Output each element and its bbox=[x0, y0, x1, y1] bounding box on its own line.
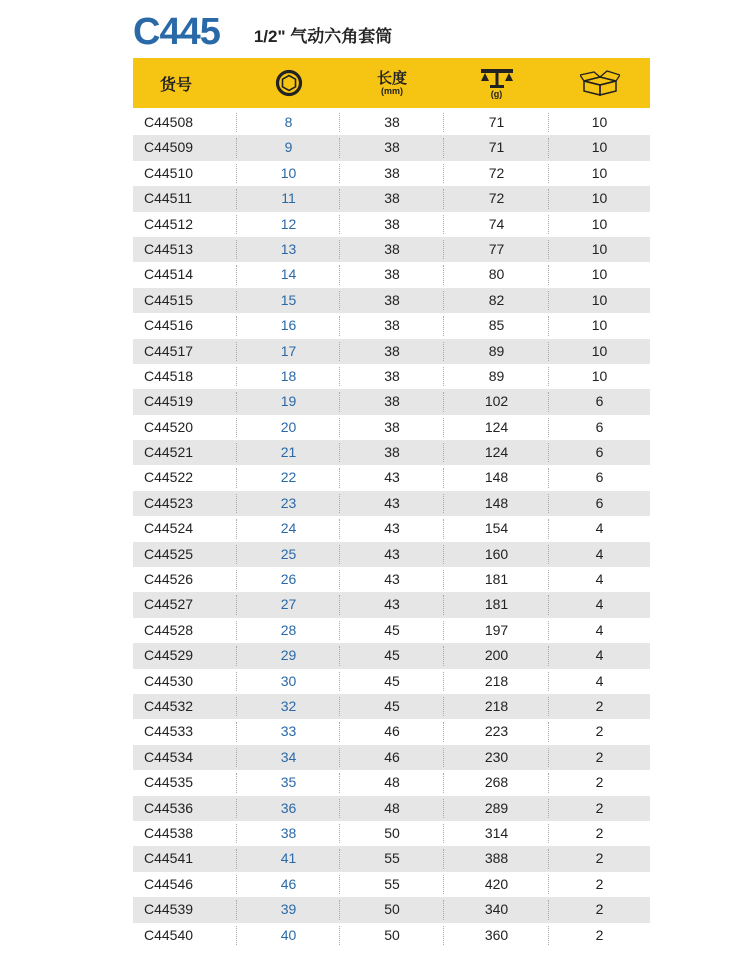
size-cell: 39 bbox=[237, 897, 340, 922]
table-row bbox=[133, 821, 650, 846]
length-cell: 38 bbox=[340, 339, 444, 364]
pack-qty-cell: 2 bbox=[595, 799, 604, 816]
length-cell: 43 bbox=[340, 542, 444, 567]
pack-qty-cell: 10 bbox=[591, 342, 608, 359]
length-cell: 45 bbox=[340, 643, 444, 668]
size-cell: 23 bbox=[237, 491, 340, 516]
size-cell: 10 bbox=[237, 161, 340, 186]
length-cell: 46 bbox=[340, 745, 444, 770]
item-number-cell: C44532 bbox=[133, 694, 237, 719]
pack-qty-cell: 4 bbox=[595, 571, 604, 588]
size-cell: 33 bbox=[237, 719, 340, 744]
header-size bbox=[237, 58, 340, 108]
table-row bbox=[133, 389, 650, 414]
weight-cell: 289 bbox=[444, 796, 549, 821]
item-number-cell: C44529 bbox=[133, 643, 237, 668]
table-row bbox=[133, 262, 650, 287]
weight-cell: 181 bbox=[444, 567, 549, 592]
length-cell: 50 bbox=[340, 897, 444, 922]
table-row bbox=[133, 719, 650, 744]
item-number-cell: C44514 bbox=[133, 262, 237, 287]
length-cell: 38 bbox=[340, 389, 444, 414]
size-cell: 32 bbox=[237, 694, 340, 719]
pack-qty-cell: 4 bbox=[595, 647, 604, 664]
weight-cell: 218 bbox=[444, 694, 549, 719]
length-cell: 43 bbox=[340, 465, 444, 490]
weight-cell: 360 bbox=[444, 923, 549, 948]
weight-cell: 268 bbox=[444, 770, 549, 795]
length-cell: 55 bbox=[340, 846, 444, 871]
item-number-cell: C44521 bbox=[133, 440, 237, 465]
weight-cell: 124 bbox=[444, 440, 549, 465]
item-number-cell: C44508 bbox=[133, 110, 237, 135]
pack-qty-cell: 10 bbox=[591, 266, 608, 283]
item-number-cell: C44520 bbox=[133, 415, 237, 440]
pack-qty-cell: 6 bbox=[595, 393, 604, 410]
table-row bbox=[133, 186, 650, 211]
weight-cell: 74 bbox=[444, 212, 549, 237]
size-cell: 29 bbox=[237, 643, 340, 668]
weight-cell: 80 bbox=[444, 262, 549, 287]
pack-qty-cell: 2 bbox=[595, 875, 604, 892]
table-header bbox=[133, 58, 650, 108]
table-row bbox=[133, 161, 650, 186]
pack-qty-cell: 10 bbox=[591, 291, 608, 308]
table-row bbox=[133, 745, 650, 770]
weight-cell: 340 bbox=[444, 897, 549, 922]
length-cell: 38 bbox=[340, 364, 444, 389]
size-cell: 8 bbox=[237, 110, 340, 135]
length-cell: 38 bbox=[340, 135, 444, 160]
table-row bbox=[133, 313, 650, 338]
box-icon bbox=[580, 69, 620, 97]
header-item-label: 货号 bbox=[159, 76, 192, 94]
length-cell: 38 bbox=[340, 212, 444, 237]
item-number-cell: C44534 bbox=[133, 745, 237, 770]
header-weight bbox=[444, 58, 549, 108]
scale-icon bbox=[479, 67, 515, 89]
size-cell: 15 bbox=[237, 288, 340, 313]
table-row bbox=[133, 567, 650, 592]
table-row bbox=[133, 592, 650, 617]
item-number-cell: C44525 bbox=[133, 542, 237, 567]
table-body bbox=[133, 110, 650, 948]
pack-qty-cell: 10 bbox=[591, 240, 608, 257]
item-number-cell: C44527 bbox=[133, 592, 237, 617]
header-length bbox=[340, 58, 444, 108]
size-cell: 46 bbox=[237, 872, 340, 897]
table-row bbox=[133, 288, 650, 313]
pack-qty-cell: 10 bbox=[591, 215, 608, 232]
item-number-cell: C44538 bbox=[133, 821, 237, 846]
pack-qty-cell: 2 bbox=[595, 774, 604, 791]
length-cell: 38 bbox=[340, 186, 444, 211]
size-cell: 13 bbox=[237, 237, 340, 262]
table-row bbox=[133, 694, 650, 719]
size-cell: 9 bbox=[237, 135, 340, 160]
item-number-cell: C44515 bbox=[133, 288, 237, 313]
weight-cell: 85 bbox=[444, 313, 549, 338]
pack-qty-cell: 4 bbox=[595, 520, 604, 537]
size-cell: 22 bbox=[237, 465, 340, 490]
item-number-cell: C44512 bbox=[133, 212, 237, 237]
pack-qty-cell: 2 bbox=[595, 850, 604, 867]
item-number-cell: C44533 bbox=[133, 719, 237, 744]
header-length-unit: (mm) bbox=[381, 85, 403, 96]
series-description: 1/2" 气动六角套筒 bbox=[253, 27, 393, 46]
weight-cell: 197 bbox=[444, 618, 549, 643]
length-cell: 38 bbox=[340, 440, 444, 465]
length-cell: 43 bbox=[340, 592, 444, 617]
weight-cell: 72 bbox=[444, 161, 549, 186]
weight-cell: 71 bbox=[444, 135, 549, 160]
size-cell: 34 bbox=[237, 745, 340, 770]
item-number-cell: C44519 bbox=[133, 389, 237, 414]
weight-cell: 148 bbox=[444, 465, 549, 490]
pack-qty-cell: 4 bbox=[595, 596, 604, 613]
size-cell: 21 bbox=[237, 440, 340, 465]
pack-qty-cell: 2 bbox=[595, 901, 604, 918]
size-cell: 24 bbox=[237, 516, 340, 541]
item-number-cell: C44530 bbox=[133, 669, 237, 694]
size-cell: 17 bbox=[237, 339, 340, 364]
length-cell: 38 bbox=[340, 237, 444, 262]
weight-cell: 102 bbox=[444, 389, 549, 414]
weight-cell: 77 bbox=[444, 237, 549, 262]
table-row bbox=[133, 135, 650, 160]
item-number-cell: C44510 bbox=[133, 161, 237, 186]
pack-qty-cell: 6 bbox=[595, 444, 604, 461]
size-cell: 19 bbox=[237, 389, 340, 414]
length-cell: 50 bbox=[340, 821, 444, 846]
header-item-no bbox=[133, 58, 237, 108]
pack-qty-cell: 6 bbox=[595, 469, 604, 486]
length-cell: 43 bbox=[340, 516, 444, 541]
header-pack bbox=[549, 58, 650, 108]
header-length-label: 长度 bbox=[376, 69, 407, 87]
length-cell: 38 bbox=[340, 313, 444, 338]
table-row bbox=[133, 212, 650, 237]
item-number-cell: C44536 bbox=[133, 796, 237, 821]
size-cell: 30 bbox=[237, 669, 340, 694]
size-cell: 36 bbox=[237, 796, 340, 821]
table-row bbox=[133, 364, 650, 389]
pack-qty-cell: 4 bbox=[595, 621, 604, 638]
weight-cell: 420 bbox=[444, 872, 549, 897]
weight-cell: 200 bbox=[444, 643, 549, 668]
item-number-cell: C44518 bbox=[133, 364, 237, 389]
size-cell: 38 bbox=[237, 821, 340, 846]
pack-qty-cell: 2 bbox=[595, 697, 604, 714]
size-cell: 41 bbox=[237, 846, 340, 871]
weight-cell: 82 bbox=[444, 288, 549, 313]
size-cell: 12 bbox=[237, 212, 340, 237]
length-cell: 38 bbox=[340, 110, 444, 135]
table-row bbox=[133, 669, 650, 694]
length-cell: 38 bbox=[340, 262, 444, 287]
table-row bbox=[133, 415, 650, 440]
table-row bbox=[133, 770, 650, 795]
pack-qty-cell: 6 bbox=[595, 418, 604, 435]
table-row bbox=[133, 465, 650, 490]
weight-cell: 230 bbox=[444, 745, 549, 770]
pack-qty-cell: 4 bbox=[595, 672, 604, 689]
table-row bbox=[133, 491, 650, 516]
item-number-cell: C44517 bbox=[133, 339, 237, 364]
table-row bbox=[133, 846, 650, 871]
table-row bbox=[133, 796, 650, 821]
weight-cell: 181 bbox=[444, 592, 549, 617]
pack-qty-cell: 10 bbox=[591, 317, 608, 334]
item-number-cell: C44539 bbox=[133, 897, 237, 922]
pack-qty-cell: 2 bbox=[595, 723, 604, 740]
size-cell: 18 bbox=[237, 364, 340, 389]
table-row bbox=[133, 923, 650, 948]
hex-socket-icon bbox=[275, 69, 303, 97]
weight-cell: 72 bbox=[444, 186, 549, 211]
table-row bbox=[133, 110, 650, 135]
weight-cell: 89 bbox=[444, 339, 549, 364]
series-code: C445 bbox=[133, 11, 220, 53]
item-number-cell: C44546 bbox=[133, 872, 237, 897]
weight-cell: 124 bbox=[444, 415, 549, 440]
table-row bbox=[133, 618, 650, 643]
table-row bbox=[133, 516, 650, 541]
pack-qty-cell: 4 bbox=[595, 545, 604, 562]
weight-cell: 71 bbox=[444, 110, 549, 135]
length-cell: 38 bbox=[340, 161, 444, 186]
table-row bbox=[133, 542, 650, 567]
pack-qty-cell: 10 bbox=[591, 164, 608, 181]
weight-cell: 148 bbox=[444, 491, 549, 516]
size-cell: 11 bbox=[237, 186, 340, 211]
length-cell: 45 bbox=[340, 694, 444, 719]
item-number-cell: C44541 bbox=[133, 846, 237, 871]
length-cell: 43 bbox=[340, 567, 444, 592]
item-number-cell: C44540 bbox=[133, 923, 237, 948]
table-row bbox=[133, 872, 650, 897]
weight-cell: 218 bbox=[444, 669, 549, 694]
size-cell: 14 bbox=[237, 262, 340, 287]
size-cell: 27 bbox=[237, 592, 340, 617]
length-cell: 45 bbox=[340, 669, 444, 694]
weight-cell: 89 bbox=[444, 364, 549, 389]
weight-cell: 154 bbox=[444, 516, 549, 541]
table-row bbox=[133, 643, 650, 668]
pack-qty-cell: 2 bbox=[595, 748, 604, 765]
size-cell: 35 bbox=[237, 770, 340, 795]
size-cell: 16 bbox=[237, 313, 340, 338]
size-cell: 40 bbox=[237, 923, 340, 948]
length-cell: 55 bbox=[340, 872, 444, 897]
pack-qty-cell: 6 bbox=[595, 494, 604, 511]
table-row bbox=[133, 339, 650, 364]
length-cell: 38 bbox=[340, 415, 444, 440]
table-row bbox=[133, 440, 650, 465]
item-number-cell: C44535 bbox=[133, 770, 237, 795]
item-number-cell: C44509 bbox=[133, 135, 237, 160]
item-number-cell: C44513 bbox=[133, 237, 237, 262]
item-number-cell: C44524 bbox=[133, 516, 237, 541]
size-cell: 20 bbox=[237, 415, 340, 440]
pack-qty-cell: 2 bbox=[595, 824, 604, 841]
length-cell: 50 bbox=[340, 923, 444, 948]
size-cell: 26 bbox=[237, 567, 340, 592]
pack-qty-cell: 10 bbox=[591, 190, 608, 207]
pack-qty-cell: 10 bbox=[591, 367, 608, 384]
length-cell: 45 bbox=[340, 618, 444, 643]
item-number-cell: C44528 bbox=[133, 618, 237, 643]
item-number-cell: C44523 bbox=[133, 491, 237, 516]
item-number-cell: C44511 bbox=[133, 186, 237, 211]
size-cell: 28 bbox=[237, 618, 340, 643]
title-row bbox=[133, 8, 392, 52]
pack-qty-cell: 10 bbox=[591, 139, 608, 156]
weight-cell: 223 bbox=[444, 719, 549, 744]
pack-qty-cell: 10 bbox=[591, 114, 608, 130]
length-cell: 46 bbox=[340, 719, 444, 744]
length-cell: 38 bbox=[340, 288, 444, 313]
item-number-cell: C44522 bbox=[133, 465, 237, 490]
weight-cell: 160 bbox=[444, 542, 549, 567]
length-cell: 43 bbox=[340, 491, 444, 516]
item-number-cell: C44526 bbox=[133, 567, 237, 592]
weight-cell: 388 bbox=[444, 846, 549, 871]
item-number-cell: C44516 bbox=[133, 313, 237, 338]
size-cell: 25 bbox=[237, 542, 340, 567]
header-weight-unit: (g) bbox=[490, 89, 503, 99]
table-row bbox=[133, 237, 650, 262]
weight-cell: 314 bbox=[444, 821, 549, 846]
pack-qty-cell: 2 bbox=[595, 926, 604, 943]
length-cell: 48 bbox=[340, 770, 444, 795]
length-cell: 48 bbox=[340, 796, 444, 821]
table-row bbox=[133, 897, 650, 922]
